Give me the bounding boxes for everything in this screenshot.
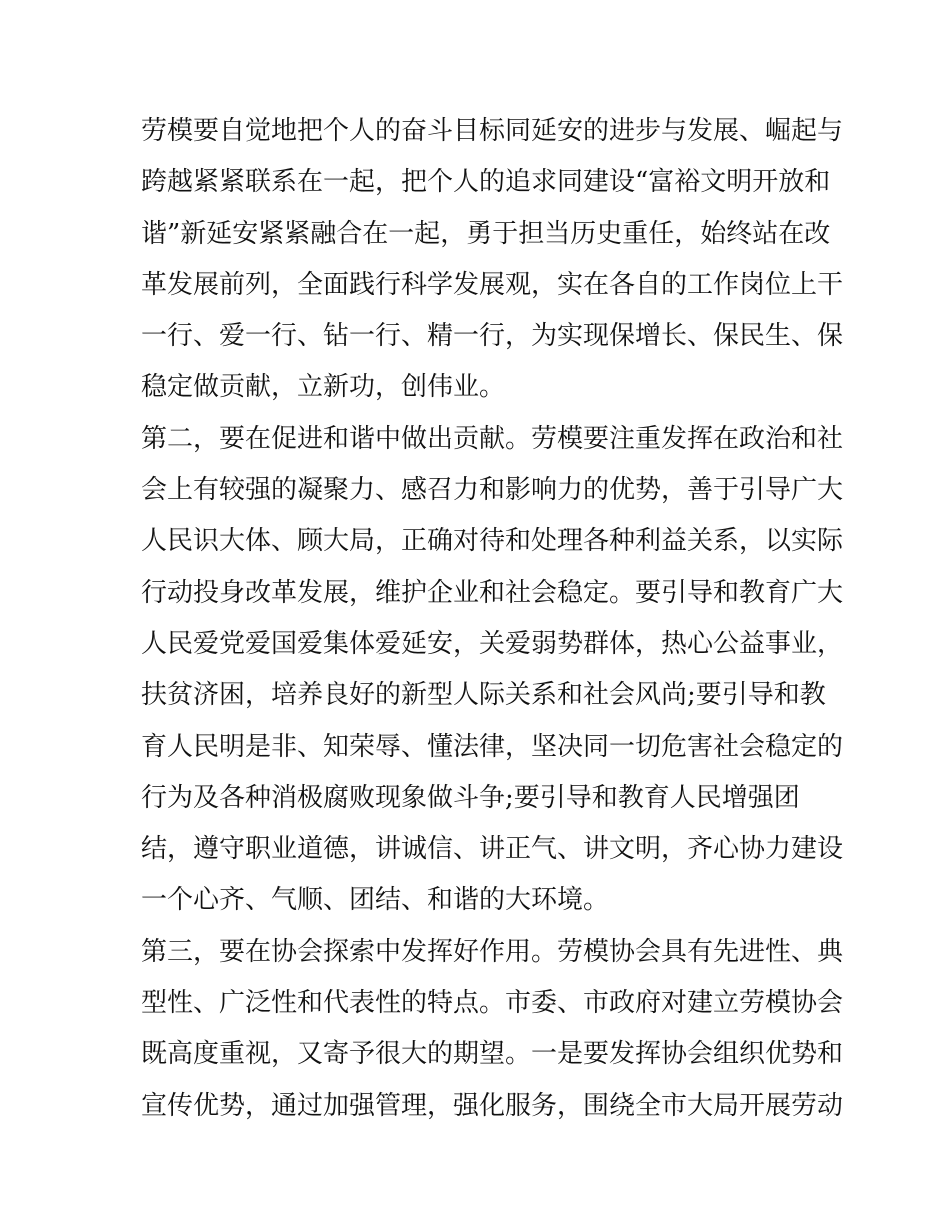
- text-line: 劳模要自觉地把个人的奋斗目标同延安的进步与发展、崛起与: [141, 116, 844, 146]
- text-line: 革发展前列，全面践行科学发展观，实在各自的工作岗位上干: [141, 269, 844, 300]
- text-line: 谐”新延安紧紧融合在一起，勇于担当历史重任，始终站在改: [141, 218, 831, 249]
- text-line: 一行、爱一行、钻一行、精一行，为实现保增长、保民生、保: [141, 321, 844, 352]
- text-line: 会上有较强的凝聚力、感召力和影响力的优势，善于引导广大: [141, 475, 844, 506]
- text-line: 人民识大体、顾大局，正确对待和处理各种利益关系，以实际: [141, 526, 844, 557]
- text-line: 结，遵守职业道德，讲诚信、讲正气、讲文明，齐心协力建设: [141, 834, 844, 865]
- text-line: 一个心齐、气顺、团结、和谐的大环境。: [141, 885, 610, 916]
- text-line: 扶贫济困，培养良好的新型人际关系和社会风尚;要引导和教: [141, 680, 826, 711]
- text-line: 型性、广泛性和代表性的特点。市委、市政府对建立劳模协会: [141, 988, 844, 1019]
- text-line: 育人民明是非、知荣辱、懂法律，坚决同一切危害社会稳定的: [141, 731, 844, 762]
- text-line: 人民爱党爱国爱集体爱延安，关爱弱势群体，热心公益事业，: [141, 628, 844, 659]
- text-line: 宣传优势，通过加强管理，强化服务，围绕全市大局开展劳动: [141, 1090, 844, 1121]
- text-line: 第二，要在促进和谐中做出贡献。劳模要注重发挥在政治和社: [141, 423, 844, 454]
- text-line: 行为及各种消极腐败现象做斗争;要引导和教育人民增强团: [141, 782, 800, 813]
- text-line: 跨越紧紧联系在一起，把个人的追求同建设“富裕文明开放和: [141, 167, 831, 198]
- text-line: 行动投身改革发展，维护企业和社会稳定。要引导和教育广大: [141, 577, 844, 608]
- text-line: 稳定做贡献，立新功，创伟业。: [141, 372, 506, 403]
- body-text: [141, 106, 844, 1132]
- text-line: 既高度重视，又寄予很大的期望。一是要发挥协会组织优势和: [141, 1039, 844, 1070]
- text-line: 第三，要在协会探索中发挥好作用。劳模协会具有先进性、典: [141, 936, 844, 967]
